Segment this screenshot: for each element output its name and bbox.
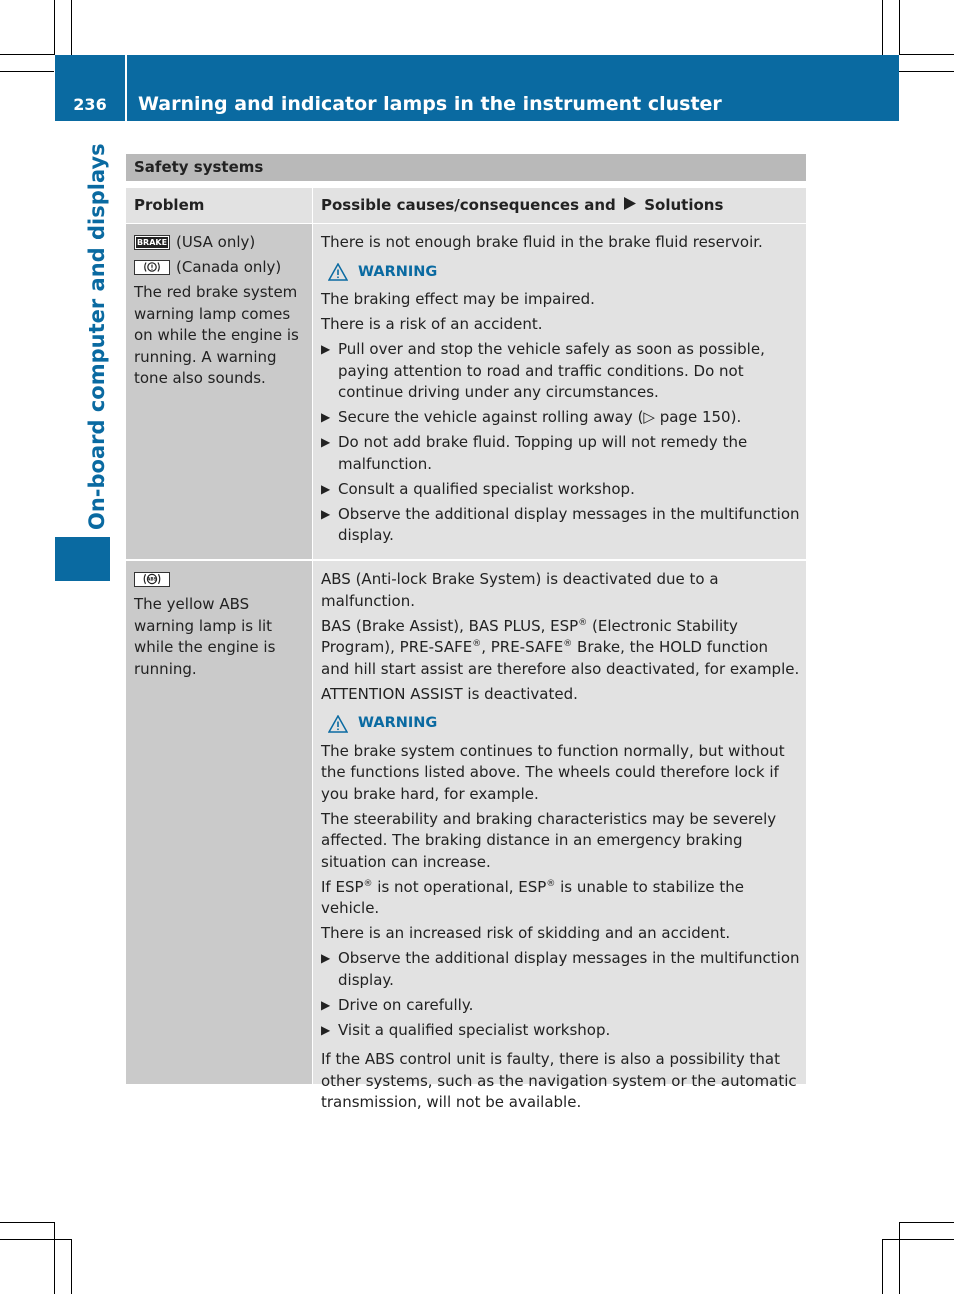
play-arrow-icon — [624, 188, 636, 223]
svg-text:ABS: ABS — [147, 577, 157, 583]
column-header-problem-label: Problem — [134, 196, 205, 214]
registered-mark: ® — [546, 878, 556, 889]
step-text: Pull over and stop the vehicle safely as soon as possible, paying attention to road and traffic conditions. Do not continue driving under any circumstances. — [338, 340, 765, 401]
bullet-arrow-icon: ▶ — [321, 342, 331, 356]
solution-step — [321, 948, 800, 991]
step-text: Secure the vehicle against rolling away (▷ page 150). — [338, 408, 742, 426]
registered-mark: ® — [578, 617, 588, 628]
solution-step — [321, 407, 800, 429]
warning-text — [321, 877, 800, 920]
table-row-problem — [126, 224, 312, 559]
column-header-solutions-suffix: Solutions — [644, 196, 724, 214]
warning-text: The braking effect may be impaired. — [321, 290, 595, 308]
crop-mark — [899, 71, 954, 72]
bullet-arrow-icon: ▶ — [321, 951, 331, 965]
solution-step — [321, 479, 800, 501]
bullet-arrow-icon: ▶ — [321, 997, 331, 1012]
cause-fragment: Brake, the HOLD function and hill start assist are therefore also deactivated, for example. — [321, 638, 800, 678]
crop-mark — [882, 1239, 883, 1294]
crop-mark — [71, 1239, 72, 1294]
section-title: Safety systems — [126, 154, 806, 181]
step-text: Consult a qualified specialist workshop. — [338, 479, 635, 498]
cause-fragment: , PRE-SAFE — [481, 638, 564, 656]
bullet-arrow-icon: ▶ — [321, 435, 331, 449]
registered-mark: ® — [472, 639, 482, 649]
table-row-solutions — [313, 224, 806, 559]
side-tab-marker — [55, 537, 110, 581]
solution-step — [321, 1020, 800, 1042]
crop-mark — [899, 0, 900, 55]
bullet-arrow-icon: ▶ — [321, 481, 331, 496]
crop-mark — [71, 0, 72, 55]
warning-fragment: is not operational, ESP — [372, 877, 547, 896]
warning-label: WARNING — [358, 263, 438, 280]
crop-mark — [54, 1222, 55, 1294]
warning-heading — [328, 262, 800, 284]
cause-text — [321, 616, 800, 681]
problem-description: The yellow ABS warning lamp is lit while the engine is running. — [134, 595, 276, 678]
step-text: Visit a qualified specialist workshop. — [338, 1020, 611, 1039]
note-text: If the ABS control unit is faulty, there is also a possibility that other systems, such as the navigation system or the automatic transmission, will not be available. — [321, 1050, 797, 1111]
column-header-solutions — [313, 188, 806, 223]
warning-triangle-icon — [328, 715, 348, 733]
bullet-arrow-icon: ▶ — [321, 506, 331, 521]
page-title: Warning and indicator lamps in the instrument cluster — [138, 93, 722, 115]
crop-mark — [882, 1239, 954, 1240]
crop-mark — [899, 1222, 900, 1294]
crop-mark — [882, 0, 883, 55]
problem-description: The red brake system warning lamp comes on while the engine is running. A warning tone also sounds. — [134, 283, 299, 387]
warning-text: There is a risk of an accident. — [321, 315, 543, 333]
bullet-arrow-icon: ▶ — [321, 1022, 331, 1037]
warning-heading — [328, 713, 800, 735]
solution-step — [321, 995, 800, 1017]
crop-mark — [0, 1222, 54, 1223]
column-header-problem — [126, 188, 312, 223]
step-text: Do not add brake fluid. Topping up will not remedy the malfunction. — [338, 433, 748, 473]
registered-mark: ® — [363, 878, 373, 889]
cause-text: ABS (Anti-lock Brake System) is deactivated due to a malfunction. — [321, 570, 719, 610]
cause-fragment: (Electronic Stability Program), PRE-SAFE — [321, 616, 738, 656]
column-header-solutions-prefix: Possible causes/consequences and — [321, 196, 616, 214]
brake-warning-circle-icon — [134, 260, 170, 275]
step-text: Observe the additional display messages in the multifunction display. — [338, 949, 800, 989]
cause-fragment: BAS (Brake Assist), BAS PLUS, ESP — [321, 616, 579, 635]
warning-text: There is an increased risk of skidding and an accident. — [321, 924, 731, 942]
solution-step — [321, 432, 800, 475]
page-number: 236 — [73, 95, 107, 114]
solution-step — [321, 504, 800, 547]
table-row-solutions — [313, 561, 806, 1111]
solution-step — [321, 339, 800, 404]
lamp-canada-label: (Canada only) — [176, 258, 282, 276]
crop-mark — [54, 0, 55, 55]
brake-lamp-text: BRAKE — [136, 238, 168, 247]
crop-mark — [899, 1222, 954, 1223]
cause-text: There is not enough brake fluid in the brake fluid reservoir. — [321, 233, 763, 251]
warning-label: WARNING — [358, 715, 438, 731]
side-tab-label: On-board computer and displays — [85, 143, 109, 530]
header-divider — [125, 55, 127, 121]
table-row-problem — [126, 561, 312, 1084]
registered-mark: ® — [563, 639, 573, 649]
crop-mark — [0, 71, 54, 72]
abs-lamp-icon — [134, 572, 170, 587]
lamp-usa-label: (USA only) — [176, 233, 256, 251]
warning-text: The steerability and braking characteristics may be severely affected. The braking distance in an emergency braking situation can increase. — [321, 809, 777, 871]
warning-text: The brake system continues to function normally, but without the functions listed above. The wheels could therefore lock if you brake hard, for example. — [321, 741, 785, 803]
cause-text: ATTENTION ASSIST is deactivated. — [321, 684, 578, 703]
step-text: Observe the additional display messages in the multifunction display. — [338, 504, 800, 544]
step-text: Drive on carefully. — [338, 995, 474, 1014]
warning-fragment: If ESP — [321, 877, 364, 896]
bullet-arrow-icon: ▶ — [321, 410, 331, 424]
warning-fragment: is unable to stabilize the vehicle. — [321, 877, 744, 917]
crop-mark — [899, 54, 954, 55]
brake-lamp-icon — [134, 235, 170, 250]
crop-mark — [0, 1239, 71, 1240]
warning-triangle-icon — [328, 263, 348, 281]
crop-mark — [0, 54, 54, 55]
